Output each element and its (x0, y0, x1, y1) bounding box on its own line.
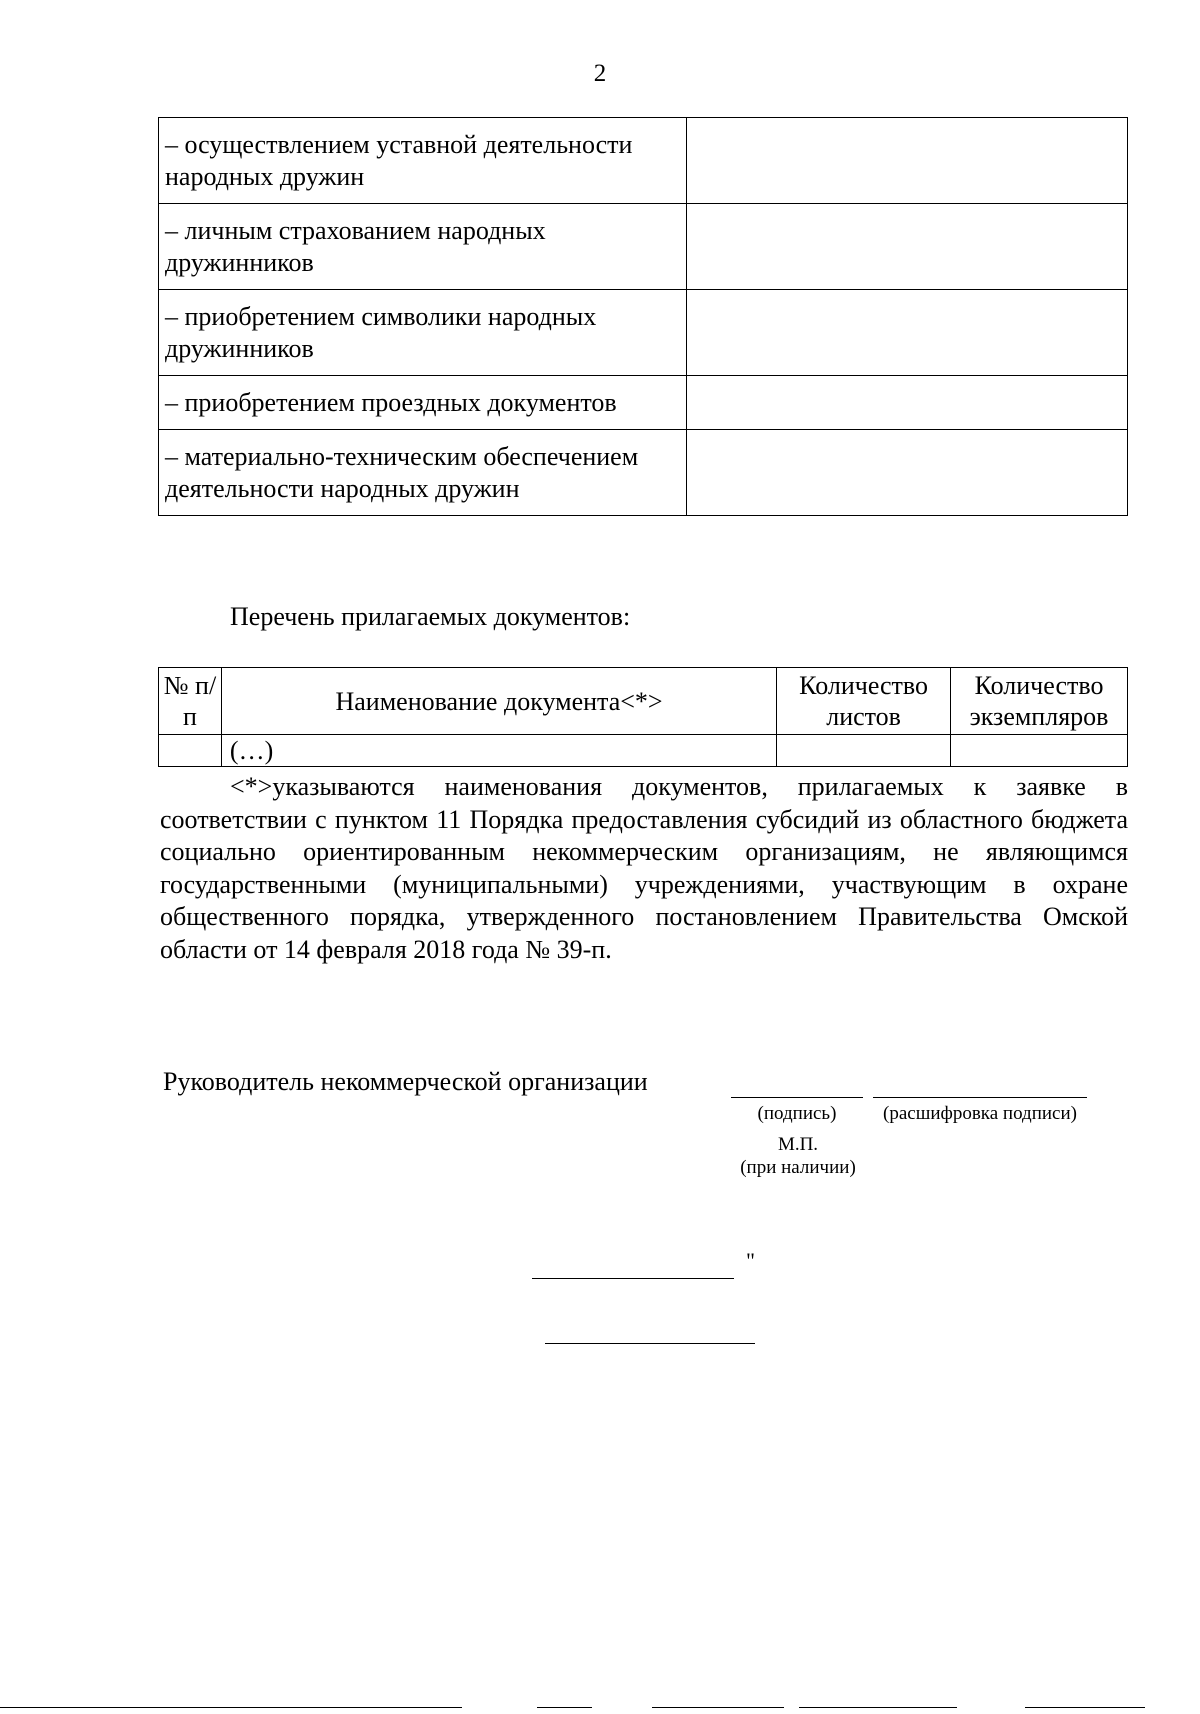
table-row (159, 204, 1128, 290)
expense-item: – личным страхованием народных дружинников (159, 204, 687, 290)
table-row (159, 735, 1128, 767)
table-row (159, 290, 1128, 376)
footer-rule-segment (799, 1707, 957, 1708)
footer-rule-segment (537, 1707, 592, 1708)
cell-number (159, 735, 222, 767)
column-header-copies: Количество экземпляров (951, 668, 1128, 735)
expense-value-cell (687, 118, 1128, 204)
documents-list-title: Перечень прилагаемых документов: (230, 602, 631, 631)
cell-sheets (777, 735, 951, 767)
expense-value-cell (687, 430, 1128, 516)
signature-line (731, 1097, 863, 1098)
footnote: <*>указываются наименования документов, прилагаемых к заявке в соответствии с пунктом 11 Порядка предоставления субсидий из областного бюджета социально ориентированным некоммерческим организациям, не являющимся государственными (муниципальными) учреждениями, участвующим в охране общественного порядка, утвержденного постановлением Правительства Омской области от 14 февраля 2018 года № 39-п. (160, 772, 1128, 964)
expense-item: – материально-техническим обеспечением деятельности народных дружин (159, 430, 687, 516)
table-row (159, 430, 1128, 516)
closing-line (545, 1343, 755, 1344)
documents-table (158, 667, 1128, 767)
column-header-sheets: Количество листов (777, 668, 951, 735)
column-header-document-name: Наименование документа<*> (221, 668, 776, 735)
date-line (532, 1278, 734, 1279)
table-row (159, 376, 1128, 430)
stamp-label: М.П. (777, 1134, 819, 1155)
expense-value-cell (687, 290, 1128, 376)
signer-label: Руководитель некоммерческой организации (163, 1067, 648, 1096)
signature-decoding-caption: (расшифровка подписи) (883, 1103, 1077, 1124)
date-quote-mark: " (746, 1248, 755, 1273)
table-header-row (159, 668, 1128, 735)
page-number: 2 (593, 60, 607, 87)
column-header-number: № п/п (159, 668, 222, 735)
table-row (159, 118, 1128, 204)
cell-document-name: (…) (221, 735, 776, 767)
expense-item: – приобретением проездных документов (159, 376, 687, 430)
signature-caption: (подпись) (757, 1103, 837, 1124)
cell-copies (951, 735, 1128, 767)
footer-rule-segment (652, 1707, 784, 1708)
expense-item: – осуществлением уставной деятельности народных дружин (159, 118, 687, 204)
signature-decoding-line (873, 1097, 1087, 1098)
stamp-note: (при наличии) (740, 1157, 856, 1178)
footer-rule-segment (0, 1707, 462, 1708)
expense-value-cell (687, 376, 1128, 430)
footer-rule-segment (1025, 1707, 1145, 1708)
expense-item: – приобретением символики народных дружинников (159, 290, 687, 376)
expense-value-cell (687, 204, 1128, 290)
expense-table (158, 117, 1128, 516)
